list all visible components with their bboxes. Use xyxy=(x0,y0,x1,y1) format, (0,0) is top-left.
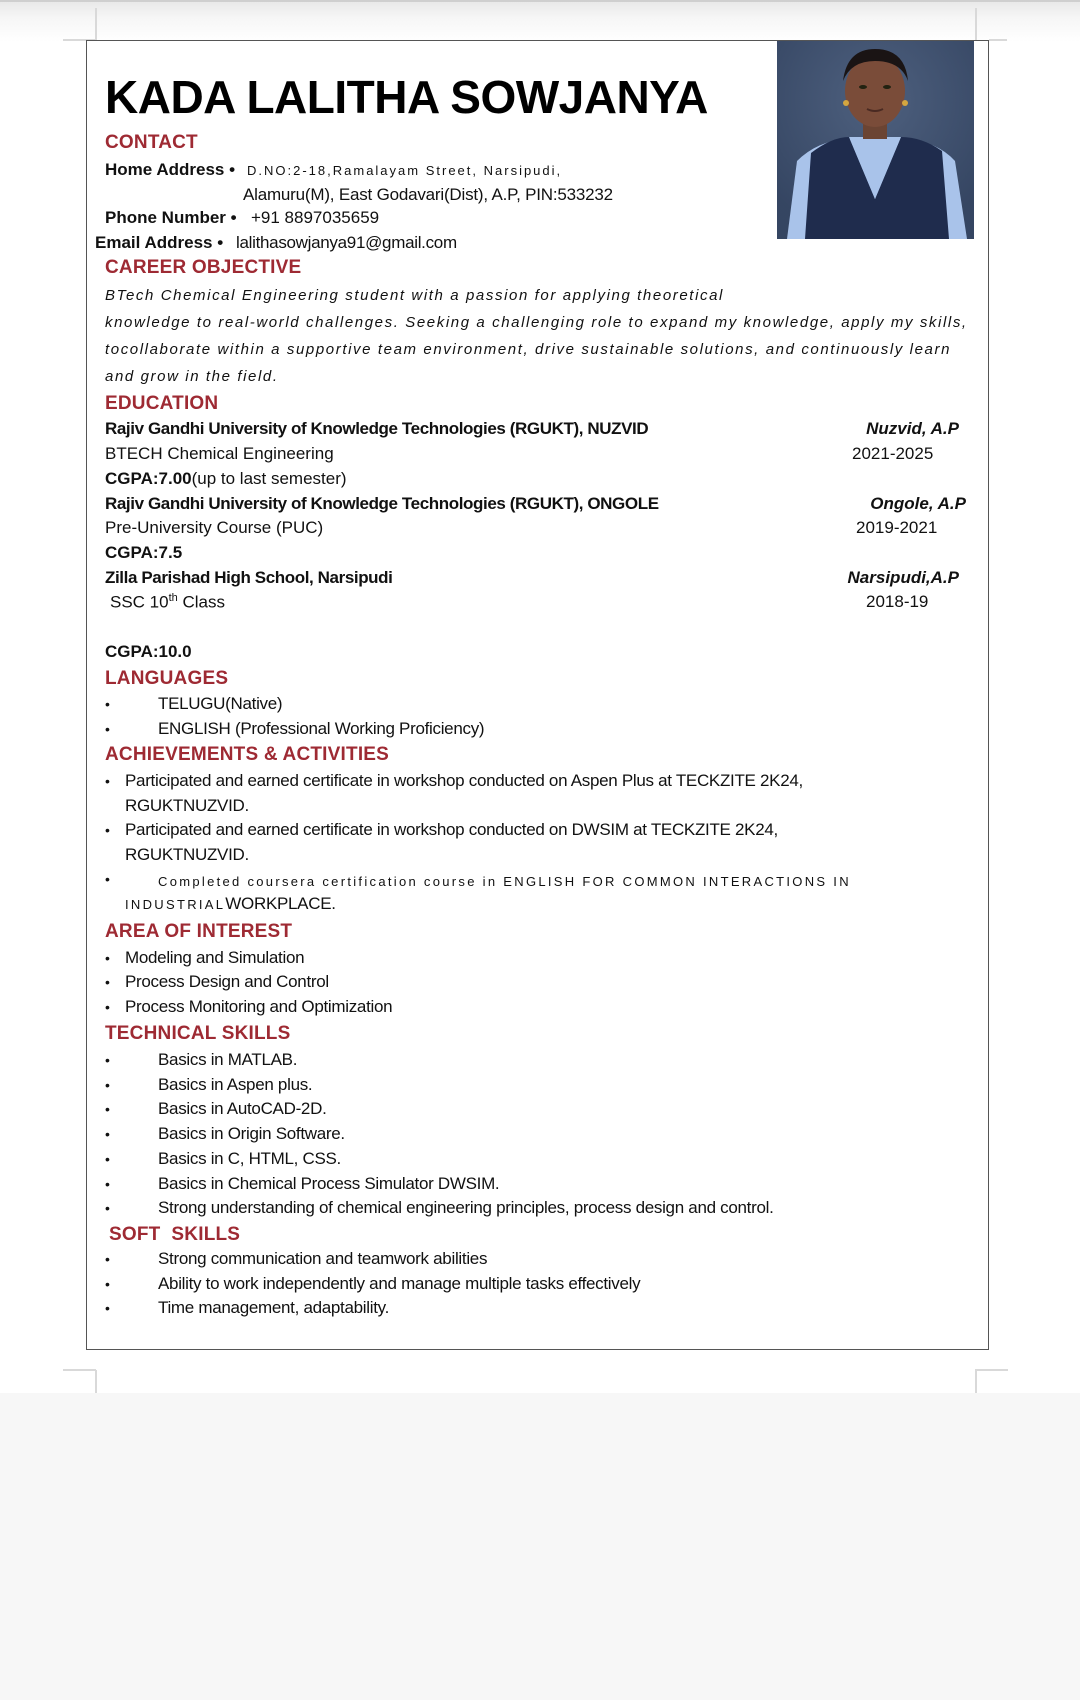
bullet-icon: • xyxy=(105,1076,110,1093)
section-heading-contact: CONTACT xyxy=(105,132,198,153)
cgpa-note: (up to last semester) xyxy=(191,469,347,488)
section-heading-objective: CAREER OBJECTIVE xyxy=(105,257,302,278)
separator-dot: • xyxy=(229,160,236,179)
bullet-icon: • xyxy=(105,1052,110,1068)
soft-skill-item: Time management, adaptability. xyxy=(158,1298,390,1318)
interest-item: Process Monitoring and Optimization xyxy=(125,997,393,1016)
crop-mark xyxy=(975,8,977,40)
education-location: Nuzvid, A.P xyxy=(866,419,959,438)
section-heading-technical: TECHNICAL SKILLS xyxy=(105,1023,291,1044)
bullet-icon: • xyxy=(105,1300,110,1317)
crop-mark xyxy=(975,1369,1008,1371)
phone-number: +91 8897035659 xyxy=(251,208,380,227)
achievement-text: WORKPLACE. xyxy=(225,894,336,913)
education-years: 2019-2021 xyxy=(856,518,938,537)
interest-item: Modeling and Simulation xyxy=(125,948,305,967)
profile-photo xyxy=(777,41,974,239)
technical-skill-item: Basics in MATLAB. xyxy=(158,1050,298,1069)
education-course: BTECH Chemical Engineering xyxy=(105,444,334,463)
achievement-small-text: INDUSTRIAL xyxy=(125,897,226,912)
crop-mark xyxy=(63,1369,96,1371)
bullet-icon: • xyxy=(105,1126,110,1143)
achievement-line: Completed coursera certification course in ENGLISH FOR COMMON INTERACTIONS IN xyxy=(158,874,851,889)
separator-dot: • xyxy=(217,233,224,252)
achievement-line: RGUKTNUZVID. xyxy=(125,796,249,815)
technical-skill-item: Strong understanding of chemical engineering principles, process design and control. xyxy=(158,1198,774,1218)
education-course: Pre-University Course (PUC) xyxy=(105,518,324,537)
soft-skill-item: Ability to work independently and manage multiple tasks effectively xyxy=(158,1273,641,1293)
section-heading-interests: AREA OF INTEREST xyxy=(105,921,293,942)
bullet-icon: • xyxy=(105,1150,110,1167)
bullet-icon: • xyxy=(105,721,110,737)
education-course xyxy=(110,592,225,613)
language-item: TELUGU(Native) xyxy=(158,694,283,713)
email-label-text: Email Address xyxy=(95,233,213,252)
objective-line: BTech Chemical Engineering student with a passion for applying theoretical xyxy=(105,287,724,304)
achievement-line: Participated and earned certificate in workshop conducted on DWSIM at TECKZITE 2K24, xyxy=(125,820,778,839)
home-address-line2: Alamuru(M), East Godavari(Dist), A.P, PIN:533232 xyxy=(243,185,613,204)
section-heading-education: EDUCATION xyxy=(105,393,219,414)
viewer-top-bar xyxy=(0,0,1080,42)
achievement-line xyxy=(125,894,336,914)
bullet-icon: • xyxy=(105,822,110,838)
bullet-icon: • xyxy=(105,773,110,789)
crop-mark xyxy=(989,39,1007,41)
bullet-icon: • xyxy=(105,871,110,887)
section-heading-achievements: ACHIEVEMENTS & ACTIVITIES xyxy=(105,744,390,765)
course-suffix: Class xyxy=(177,592,226,612)
education-institution: Zilla Parishad High School, Narsipudi xyxy=(105,568,393,587)
technical-skill-item: Basics in Aspen plus. xyxy=(158,1074,313,1094)
achievement-line: Participated and earned certificate in workshop conducted on Aspen Plus at TECKZITE 2K24, xyxy=(125,771,803,790)
education-years: 2021-2025 xyxy=(852,444,934,463)
bullet-icon: • xyxy=(105,1175,110,1192)
bullet-icon: • xyxy=(105,1101,110,1118)
phone-label xyxy=(105,208,237,228)
section-heading-languages: LANGUAGES xyxy=(105,668,229,689)
education-cgpa xyxy=(105,469,347,489)
email-address[interactable]: lalithasowjanya91@gmail.com xyxy=(236,233,457,252)
home-address-label xyxy=(105,160,235,180)
education-cgpa: CGPA:7.5 xyxy=(105,543,183,562)
course-prefix: SSC 10 xyxy=(110,592,169,612)
achievement-line: RGUKTNUZVID. xyxy=(125,845,249,864)
bullet-icon: • xyxy=(105,999,110,1015)
bullet-icon: • xyxy=(105,974,110,990)
separator-dot: • xyxy=(230,208,237,227)
course-superscript: th xyxy=(168,592,178,604)
education-institution: Rajiv Gandhi University of Knowledge Technologies (RGUKT), ONGOLE xyxy=(105,494,659,513)
education-location: Ongole, A.P xyxy=(870,494,966,513)
crop-mark xyxy=(95,8,97,40)
bullet-icon: • xyxy=(105,696,110,712)
email-label xyxy=(95,233,223,253)
section-heading-soft: SOFT SKILLS xyxy=(109,1224,241,1245)
objective-line: and grow in the field. xyxy=(105,368,279,385)
education-years: 2018-19 xyxy=(866,592,929,611)
bullet-icon: • xyxy=(105,1275,110,1292)
technical-skill-item: Basics in AutoCAD-2D. xyxy=(158,1099,327,1119)
bullet-icon: • xyxy=(105,1251,110,1267)
person-photo-icon xyxy=(777,41,974,239)
education-cgpa: CGPA:10.0 xyxy=(105,642,192,661)
home-address-line1: D.NO:2-18,Ramalayam Street, Narsipudi, xyxy=(247,163,563,178)
education-location: Narsipudi,A.P xyxy=(847,568,959,587)
cgpa-value: CGPA:7.00 xyxy=(105,469,192,488)
crop-mark xyxy=(975,1370,977,1393)
viewer-background xyxy=(0,1393,1080,1700)
home-address-label-text: Home Address xyxy=(105,160,225,179)
language-item: ENGLISH (Professional Working Proficiency) xyxy=(158,719,485,738)
candidate-name: KADA LALITHA SOWJANYA xyxy=(105,71,708,123)
crop-mark xyxy=(95,1370,97,1393)
objective-line: knowledge to real-world challenges. Seeking a challenging role to expand my knowledge, apply my skills, xyxy=(105,314,968,331)
bullet-icon: • xyxy=(105,1200,110,1217)
technical-skill-item: Basics in C, HTML, CSS. xyxy=(158,1148,341,1168)
education-institution: Rajiv Gandhi University of Knowledge Technologies (RGUKT), NUZVID xyxy=(105,419,649,438)
bullet-icon: • xyxy=(105,950,110,966)
interest-item: Process Design and Control xyxy=(125,972,329,991)
soft-skill-item: Strong communication and teamwork abilities xyxy=(158,1249,488,1268)
technical-skill-item: Basics in Chemical Process Simulator DWSIM. xyxy=(158,1173,500,1193)
phone-label-text: Phone Number xyxy=(105,208,226,227)
technical-skill-item: Basics in Origin Software. xyxy=(158,1124,345,1144)
objective-line: tocollaborate within a supportive team environment, drive sustainable solutions, and continuously learn xyxy=(105,341,952,358)
